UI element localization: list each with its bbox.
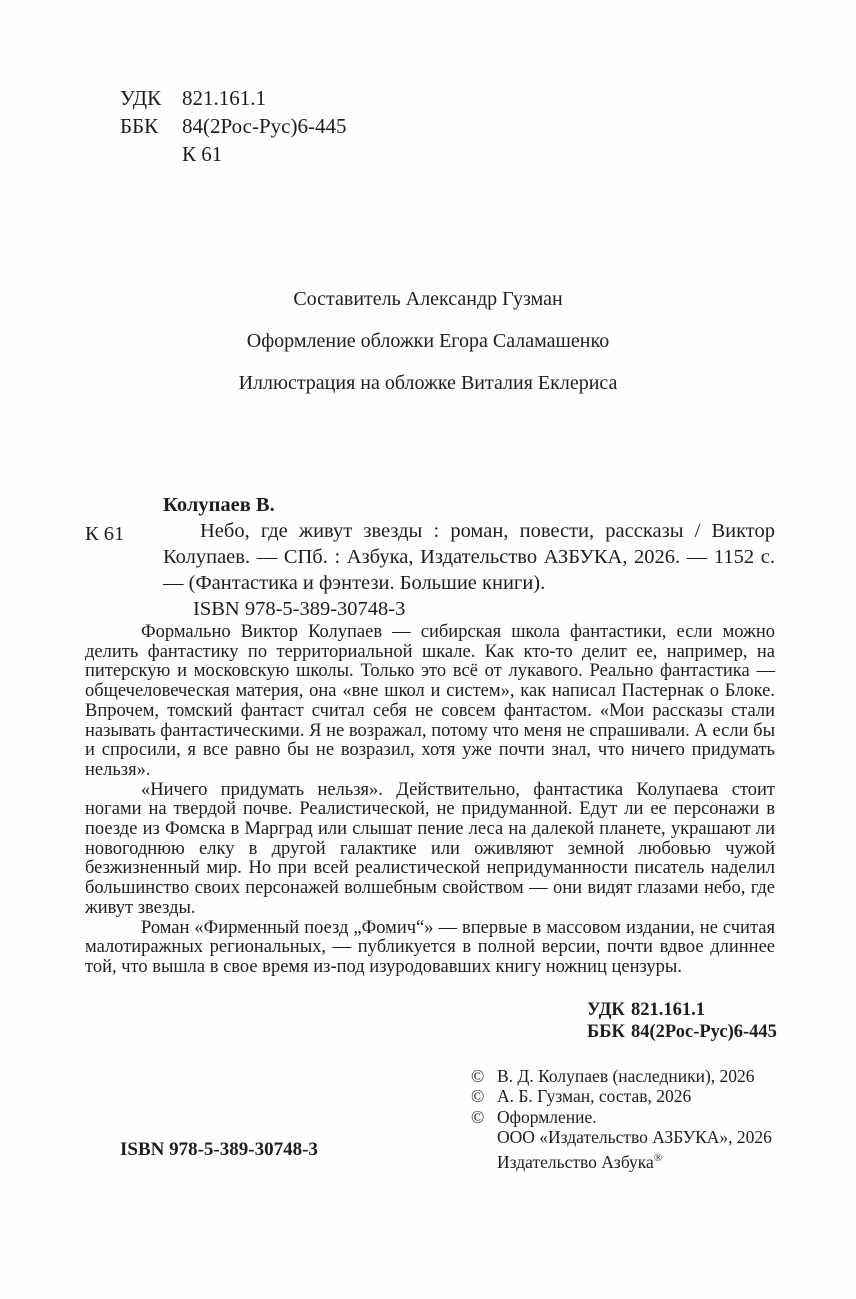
annotation-paragraph-2: «Ничего придумать нельзя». Действительно, фантастика Колупаева стоит ногами на твердой почве. Реалистической, не придуманной. Едут ли ее персонажи в поезде из Фомска в Марград или слышат пение леса на далекой планете, украшают ли новогоднюю елку в другой галактике или оживляют земной любовью чужой безжизненный мир. Но при всей реалистической непридуманности писатель наделил большинство своих персонажей волшебным свойством — они видят глазами небо, где живут звезды. [85,779,775,918]
udk-row [120,84,346,112]
udk-value: 821.161.1 [182,86,266,110]
copyright-compiler-text: А. Б. Гузман, состав, 2026 [497,1086,692,1107]
catalog-card [85,492,775,622]
copyright-icon: © [471,1066,485,1086]
annotation-paragraph-1: Формально Виктор Колупаев — сибирская школа фантастики, если можно делить фантастику по территориальной шкале. Как кто-то делит ее, например, на питерскую и московскую школы. Только это всё от лукавого. Реально фантастика — общечеловеческая материя, она «вне школ и систем», как написал Пастернак о Блоке. Впрочем, томский фантаст считал себя не совсем фантастом. «Мои рассказы стали называть фантастическими. Я не возражал, потому что меня не спрашивали. А если бы и спросили, я все равно бы не возразил, хотя уже почти знал, что ничего придумать нельзя». [85,622,775,780]
author-sign-value: К 61 [182,142,223,166]
copyright-design-text: Оформление. [497,1106,597,1127]
copyright-publisher-line: ООО «Издательство АЗБУКА», 2026 [497,1127,772,1148]
imprint-text: Издательство Азбука [497,1151,654,1172]
credits-block [0,288,856,414]
cover-design-credit: Оформление обложки Егора Саламашенко [246,330,610,352]
author-sign-label [120,140,182,168]
annotation-block [85,623,775,978]
isbn-footer: ISBN 978-5-389-30748-3 [120,1139,318,1160]
bbk-label: ББК [120,114,159,138]
bottom-udk-label: УДК [587,1000,625,1020]
catalog-author-heading: Колупаев В. [163,494,275,516]
copyright-author-line [471,1066,772,1086]
compiler-credit: Составитель Александр Гузман [293,288,563,310]
bottom-cataloguing-codes [587,1000,777,1043]
cover-illustration-credit: Иллюстрация на обложке Виталия Еклериса [238,372,618,394]
bbk-row [120,112,346,140]
annotation-paragraph-3: Роман «Фирменный поезд „Фомич“» — впервые в массовом издании, не считая малотиражных региональных, — публикуется в полной версии, почти вдвое длиннее той, что вышла в свое время из-под изуродовавших книгу ножниц цензуры. [85,917,775,977]
top-cataloguing-codes [120,84,346,168]
copyright-icon: © [471,1086,485,1107]
bottom-bbk-label: ББК [587,1021,625,1042]
copyright-imprint-line [497,1148,772,1172]
udk-label: УДК [120,86,162,110]
bottom-bbk-value: 84(2Рос-Рус)6-445 [631,1021,777,1042]
bottom-udk-row [587,1000,777,1022]
catalog-description: Небо, где живут звезды : роман, повести, рассказы / Виктор Колупаев. — СПб. : Азбука, Издательство АЗБУКА, 2026. — 1152 с. — (Фантастика и фэнтези. Большие книги). [163,520,775,594]
bottom-udk-value: 821.161.1 [631,1000,705,1020]
bottom-bbk-row [587,1022,777,1044]
registered-trademark-mark: ® [653,1151,663,1164]
copyright-design-line [471,1107,772,1127]
author-sign-row [120,140,346,168]
catalog-isbn: ISBN 978-5-389-30748-3 [193,598,406,620]
copyright-block [471,1066,772,1172]
bbk-value: 84(2Рос-Рус)6-445 [182,114,347,138]
copyright-compiler-line [471,1086,772,1106]
copyright-author-text: В. Д. Колупаев (наследники), 2026 [497,1066,755,1086]
copyright-icon: © [471,1106,485,1127]
catalog-index-code: К 61 [85,523,125,545]
